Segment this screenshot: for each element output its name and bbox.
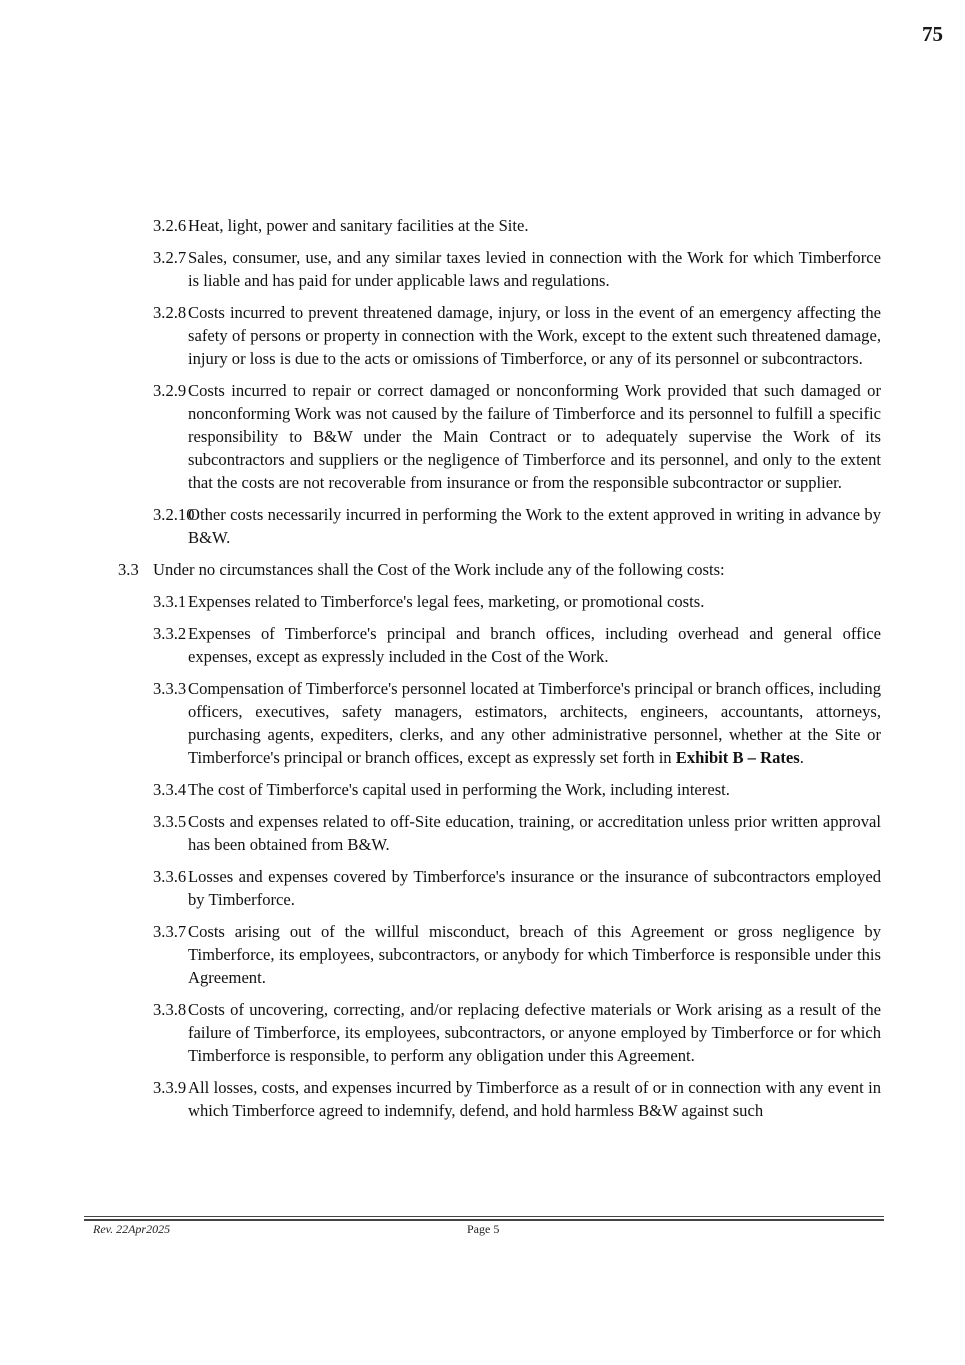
clause-text-end: . bbox=[799, 748, 804, 767]
clause-3-2-10 bbox=[153, 503, 881, 549]
clause-text: Heat, light, power and sanitary facilities at the Site. bbox=[188, 216, 529, 235]
clause-number: 3.3.9 bbox=[153, 1078, 187, 1097]
clause-3-2-8 bbox=[153, 301, 881, 370]
clause-number: 3.2.10 bbox=[153, 505, 195, 524]
clause-text: Costs and expenses related to off-Site education, training, or accreditation unless prior written approval has been obtained from B&W. bbox=[188, 812, 881, 854]
clause-text: Costs of uncovering, correcting, and/or replacing defective materials or Work arising as a result of the failure of Timberforce, its employees, subcontractors, or anyone employed by Timberforce or for which Timberforce is responsible, to perform any obligation under this Agreement. bbox=[188, 1000, 881, 1065]
clause-text: Other costs necessarily incurred in performing the Work to the extent approved in writing in advance by B&W. bbox=[188, 505, 881, 547]
clause-text: Under no circumstances shall the Cost of the Work include any of the following costs: bbox=[153, 560, 725, 579]
clause-3-3-7 bbox=[153, 920, 881, 989]
clause-text: All losses, costs, and expenses incurred by Timberforce as a result of or in connection with any event in which Timberforce agreed to indemnify, defend, and hold harmless B&W against such bbox=[188, 1078, 881, 1120]
clause-3-3-6 bbox=[153, 865, 881, 911]
clause-3-3-5 bbox=[153, 810, 881, 856]
clause-text: Expenses related to Timberforce's legal fees, marketing, or promotional costs. bbox=[188, 592, 705, 611]
clause-number: 3.3.2 bbox=[153, 624, 187, 643]
clause-number: 3.2.8 bbox=[153, 303, 187, 322]
document-body bbox=[0, 214, 965, 1131]
clause-number: 3.3.7 bbox=[153, 922, 187, 941]
clause-3-2-6 bbox=[153, 214, 881, 237]
clause-3-3 bbox=[118, 558, 881, 581]
revision-label: Rev. 22Apr2025 bbox=[93, 1222, 171, 1236]
footer-divider-thick bbox=[84, 1219, 884, 1221]
clause-number: 3.3 bbox=[118, 560, 139, 579]
clause-3-3-2 bbox=[153, 622, 881, 668]
clause-number: 3.3.4 bbox=[153, 780, 187, 799]
clause-text: Costs incurred to repair or correct damaged or nonconforming Work provided that such damaged or nonconforming Work was not caused by the failure of Timberforce and its personnel to fulfill a specific responsibility to B&W under the Main Contract or to adequately supervise the Work of its subcontractors and suppliers or the negligence of Timberforce and its personnel, and only to the extent that the costs are not recoverable from insurance or from the responsible subcontractor or supplier. bbox=[188, 381, 881, 492]
clause-3-3-9 bbox=[153, 1076, 881, 1122]
clause-text: The cost of Timberforce's capital used in performing the Work, including interest. bbox=[188, 780, 730, 799]
clause-number: 3.2.7 bbox=[153, 248, 187, 267]
clause-3-2-9 bbox=[153, 379, 881, 494]
exhibit-reference: Exhibit B – Rates bbox=[675, 748, 800, 767]
clause-number: 3.3.3 bbox=[153, 679, 187, 698]
clause-number: 3.3.6 bbox=[153, 867, 187, 886]
footer-divider bbox=[84, 1216, 884, 1217]
clause-text: Costs arising out of the willful misconduct, breach of this Agreement or gross negligence by Timberforce, its employees, subcontractors, or anybody for which Timberforce is responsible under this Agreement. bbox=[188, 922, 881, 987]
clause-text: Losses and expenses covered by Timberforce's insurance or the insurance of subcontractors employed by Timberforce. bbox=[188, 867, 881, 909]
clause-number: 3.3.5 bbox=[153, 812, 187, 831]
clause-3-3-8 bbox=[153, 998, 881, 1067]
clause-3-3-4 bbox=[153, 778, 881, 801]
clause-3-3-3 bbox=[153, 677, 881, 769]
clause-number: 3.3.1 bbox=[153, 592, 187, 611]
clause-3-3-1 bbox=[153, 590, 881, 613]
clause-number: 3.2.9 bbox=[153, 381, 187, 400]
clause-3-2-7 bbox=[153, 246, 881, 292]
clause-text: Compensation of Timberforce's personnel located at Timberforce's principal or branch offices, including officers, executives, safety managers, estimators, architects, engineers, accountants, attorneys, purchasing agents, expediters, clerks, and any other administrative personnel, whether at the Site or Timberforce's principal or branch offices, except as expressly set forth in bbox=[188, 679, 881, 767]
clause-text: Expenses of Timberforce's principal and branch offices, including overhead and general office expenses, except as expressly included in the Cost of the Work. bbox=[188, 624, 881, 666]
clause-text: Costs incurred to prevent threatened damage, injury, or loss in the event of an emergency affecting the safety of persons or property in connection with the Work, except to the extent such threatened damage, injury or loss is due to the acts or omissions of Timberforce, or any of its personnel or subcontractors. bbox=[188, 303, 881, 368]
page-label: Page 5 bbox=[467, 1222, 500, 1236]
clause-number: 3.3.8 bbox=[153, 1000, 187, 1019]
clause-text: Sales, consumer, use, and any similar taxes levied in connection with the Work for which Timberforce is liable and has paid for under applicable laws and regulations. bbox=[188, 248, 881, 290]
page-number: 75 bbox=[922, 22, 943, 46]
clause-number: 3.2.6 bbox=[153, 216, 187, 235]
